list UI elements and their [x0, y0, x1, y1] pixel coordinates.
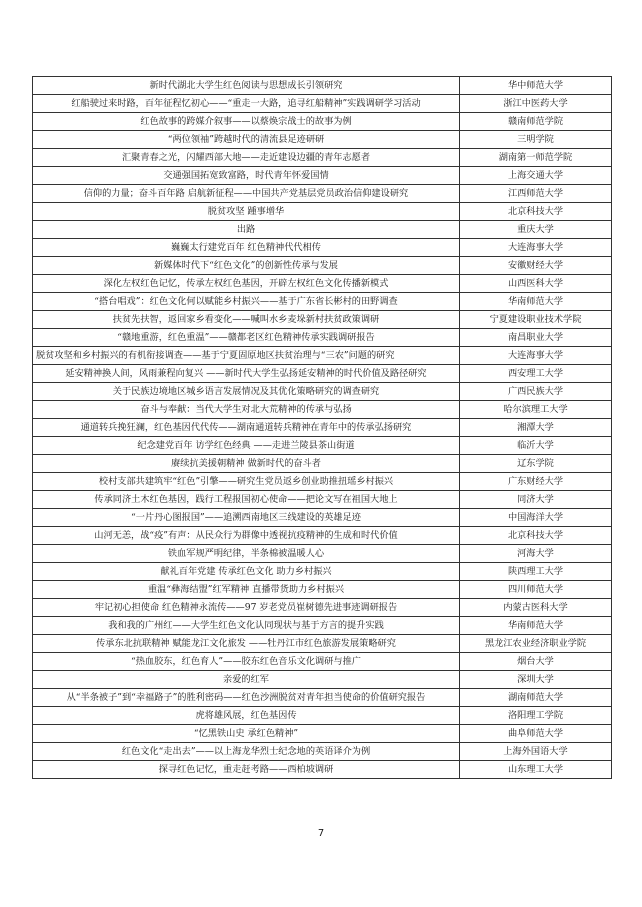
university-cell: 烟台大学	[460, 653, 612, 671]
university-cell: 上海外国语大学	[460, 743, 612, 761]
project-title-cell: 汇聚青春之光，闪耀西部大地——走近建设边疆的青年志愿者	[33, 149, 460, 167]
table-row	[33, 563, 612, 581]
table-row	[33, 473, 612, 491]
project-title-cell: 探寻红色记忆，重走赶考路——西柏坡调研	[33, 761, 460, 779]
table-row	[33, 401, 612, 419]
university-cell: 三明学院	[460, 131, 612, 149]
table-row	[33, 383, 612, 401]
table-row	[33, 491, 612, 509]
table-row	[33, 419, 612, 437]
table-row	[33, 437, 612, 455]
project-title-cell: 红色文化“走出去”——以上海龙华烈士纪念地的英语译介为例	[33, 743, 460, 761]
table-row	[33, 581, 612, 599]
university-cell: 广西民族大学	[460, 383, 612, 401]
project-title-cell: 关于民族边境地区城乡语言发展情况及其优化策略研究的调查研究	[33, 383, 460, 401]
table-row	[33, 689, 612, 707]
project-title-cell: 我和我的广州红——大学生红色文化认同现状与基于方言的提升实践	[33, 617, 460, 635]
university-cell: 江西师范大学	[460, 185, 612, 203]
university-cell: 赣南师范学院	[460, 113, 612, 131]
project-title-cell: “一片丹心图报国”——追溯西南地区三线建设的英雄足迹	[33, 509, 460, 527]
table-row	[33, 131, 612, 149]
table-row	[33, 221, 612, 239]
table-row	[33, 653, 612, 671]
project-title-cell: 赓续抗美援朝精神 做新时代的奋斗者	[33, 455, 460, 473]
table-row	[33, 149, 612, 167]
table-row	[33, 329, 612, 347]
university-cell: 北京科技大学	[460, 527, 612, 545]
project-title-cell: 红船驶过来时路，百年征程忆初心——“重走一大路，追寻红船精神”实践调研学习活动	[33, 95, 460, 113]
project-title-cell: “赣地重游，红色重温”——赣都老区红色精神传承实践调研报告	[33, 329, 460, 347]
project-title-cell: 亲爱的红军	[33, 671, 460, 689]
project-title-cell: 牢记初心担使命 红色精神永流传——97 岁老党员崔树德先进事迹调研报告	[33, 599, 460, 617]
university-cell: 洛阳理工学院	[460, 707, 612, 725]
project-title-cell: 脱贫攻坚 踵事增华	[33, 203, 460, 221]
university-cell: 大连海事大学	[460, 239, 612, 257]
table-row	[33, 707, 612, 725]
table-row	[33, 545, 612, 563]
table-row	[33, 203, 612, 221]
project-title-cell: 纪念建党百年 访学红色经典 ——走进兰陵县茶山街道	[33, 437, 460, 455]
project-title-cell: “忆黑铁山史 承红色精神”	[33, 725, 460, 743]
table-row	[33, 509, 612, 527]
university-cell: 华南师范大学	[460, 293, 612, 311]
table-row	[33, 185, 612, 203]
project-title-cell: 脱贫攻坚和乡村振兴的有机衔接调查——基于宁夏固原地区扶贫治理与“三农”问题的研究	[33, 347, 460, 365]
university-cell: 湘潭大学	[460, 419, 612, 437]
university-cell: 山西医科大学	[460, 275, 612, 293]
table-row	[33, 617, 612, 635]
project-title-cell: 从“半条被子”到“幸福路子”的胜利密码——红色沙洲脱贫对青年担当使命的价值研究报告	[33, 689, 460, 707]
project-title-cell: 传承东北抗联精神 赋能龙江文化旅发 ——牡丹江市红色旅游发展策略研究	[33, 635, 460, 653]
table-row	[33, 275, 612, 293]
project-title-cell: 通道转兵挽狂澜，红色基因代代传——湖南通道转兵精神在青年中的传承弘扬研究	[33, 419, 460, 437]
project-title-cell: 出路	[33, 221, 460, 239]
university-cell: 内蒙古医科大学	[460, 599, 612, 617]
university-cell: 河海大学	[460, 545, 612, 563]
project-title-cell: 深化左权红色记忆，传承左权红色基因，开辟左权红色文化传播新模式	[33, 275, 460, 293]
university-cell: 重庆大学	[460, 221, 612, 239]
table-row	[33, 527, 612, 545]
university-cell: 西安理工大学	[460, 365, 612, 383]
university-cell: 上海交通大学	[460, 167, 612, 185]
page-number: 7	[317, 828, 325, 839]
table-row	[33, 167, 612, 185]
table-row	[33, 725, 612, 743]
university-cell: 山东理工大学	[460, 761, 612, 779]
university-cell: 哈尔滨理工大学	[460, 401, 612, 419]
table-row	[33, 635, 612, 653]
table-row	[33, 293, 612, 311]
project-title-cell: “搭台唱戏”：红色文化何以赋能乡村振兴——基于广东省长彬村的田野调查	[33, 293, 460, 311]
university-cell: 宁夏建设职业技术学院	[460, 311, 612, 329]
university-cell: 南昌职业大学	[460, 329, 612, 347]
university-cell: 陕西理工大学	[460, 563, 612, 581]
project-title-cell: 新媒体时代下“红色文化”的创新性传承与发展	[33, 257, 460, 275]
table-row	[33, 257, 612, 275]
project-title-cell: 延安精神换人间，风雨兼程向复兴 ——新时代大学生弘扬延安精神的时代价值及路径研究	[33, 365, 460, 383]
project-title-cell: 巍巍太行建党百年 红色精神代代相传	[33, 239, 460, 257]
project-title-cell: 山河无恙，战“疫”有声：从民众行为群像中透视抗疫精神的生成和时代价值	[33, 527, 460, 545]
university-cell: 华南师范大学	[460, 617, 612, 635]
table-row	[33, 347, 612, 365]
table-row	[33, 311, 612, 329]
university-cell: 湖南第一师范学院	[460, 149, 612, 167]
university-cell: 湖南师范大学	[460, 689, 612, 707]
university-cell: 辽东学院	[460, 455, 612, 473]
project-title-cell: 校村支部共建筑牢“红色”引擎——研究生党员返乡创业助推扭瑶乡村振兴	[33, 473, 460, 491]
university-cell: 华中师范大学	[460, 77, 612, 95]
university-cell: 中国海洋大学	[460, 509, 612, 527]
project-title-cell: “两位领袖”跨越时代的清流县足迹研研	[33, 131, 460, 149]
table-row	[33, 113, 612, 131]
table-row	[33, 761, 612, 779]
project-title-cell: 重温“彝海结盟”红军精神 直播带货助力乡村振兴	[33, 581, 460, 599]
university-cell: 广东财经大学	[460, 473, 612, 491]
table-row	[33, 743, 612, 761]
university-cell: 四川师范大学	[460, 581, 612, 599]
university-cell: 深圳大学	[460, 671, 612, 689]
project-title-cell: 铁血军规严明纪律，半条棉被温暖人心	[33, 545, 460, 563]
project-title-cell: 奋斗与奉献：当代大学生对北大荒精神的传承与弘扬	[33, 401, 460, 419]
project-title-cell: 新时代湖北大学生红色阅读与思想成长引领研究	[33, 77, 460, 95]
university-cell: 临沂大学	[460, 437, 612, 455]
project-title-cell: 扶贫先扶智，返回家乡看变化——喊叫水乡麦垛新村扶贫政策调研	[33, 311, 460, 329]
university-cell: 曲阜师范大学	[460, 725, 612, 743]
university-cell: 北京科技大学	[460, 203, 612, 221]
table-row	[33, 599, 612, 617]
university-cell: 安徽财经大学	[460, 257, 612, 275]
project-title-cell: 虎将雄风展，红色基因传	[33, 707, 460, 725]
university-cell: 浙江中医药大学	[460, 95, 612, 113]
table-row	[33, 671, 612, 689]
table-row	[33, 77, 612, 95]
university-cell: 黑龙江农业经济职业学院	[460, 635, 612, 653]
project-title-cell: “热血胶东，红色育人”——胶东红色音乐文化调研与推广	[33, 653, 460, 671]
project-title-cell: 红色故事的跨媒介叙事——以蔡焕宗战士的故事为例	[33, 113, 460, 131]
university-cell: 大连海事大学	[460, 347, 612, 365]
table-row	[33, 95, 612, 113]
university-cell: 同济大学	[460, 491, 612, 509]
project-title-cell: 交通强国拓宽致富路，时代青年怀爱国情	[33, 167, 460, 185]
project-title-cell: 献礼百年党建 传承红色文化 助力乡村振兴	[33, 563, 460, 581]
projects-table	[32, 76, 612, 779]
table-row	[33, 455, 612, 473]
table-row	[33, 239, 612, 257]
project-title-cell: 信仰的力量；奋斗百年路 启航新征程——中国共产党基层党员政治信仰建设研究	[33, 185, 460, 203]
project-title-cell: 传承同济土木红色基因，践行工程报国初心使命——把论文写在祖国大地上	[33, 491, 460, 509]
table-row	[33, 365, 612, 383]
